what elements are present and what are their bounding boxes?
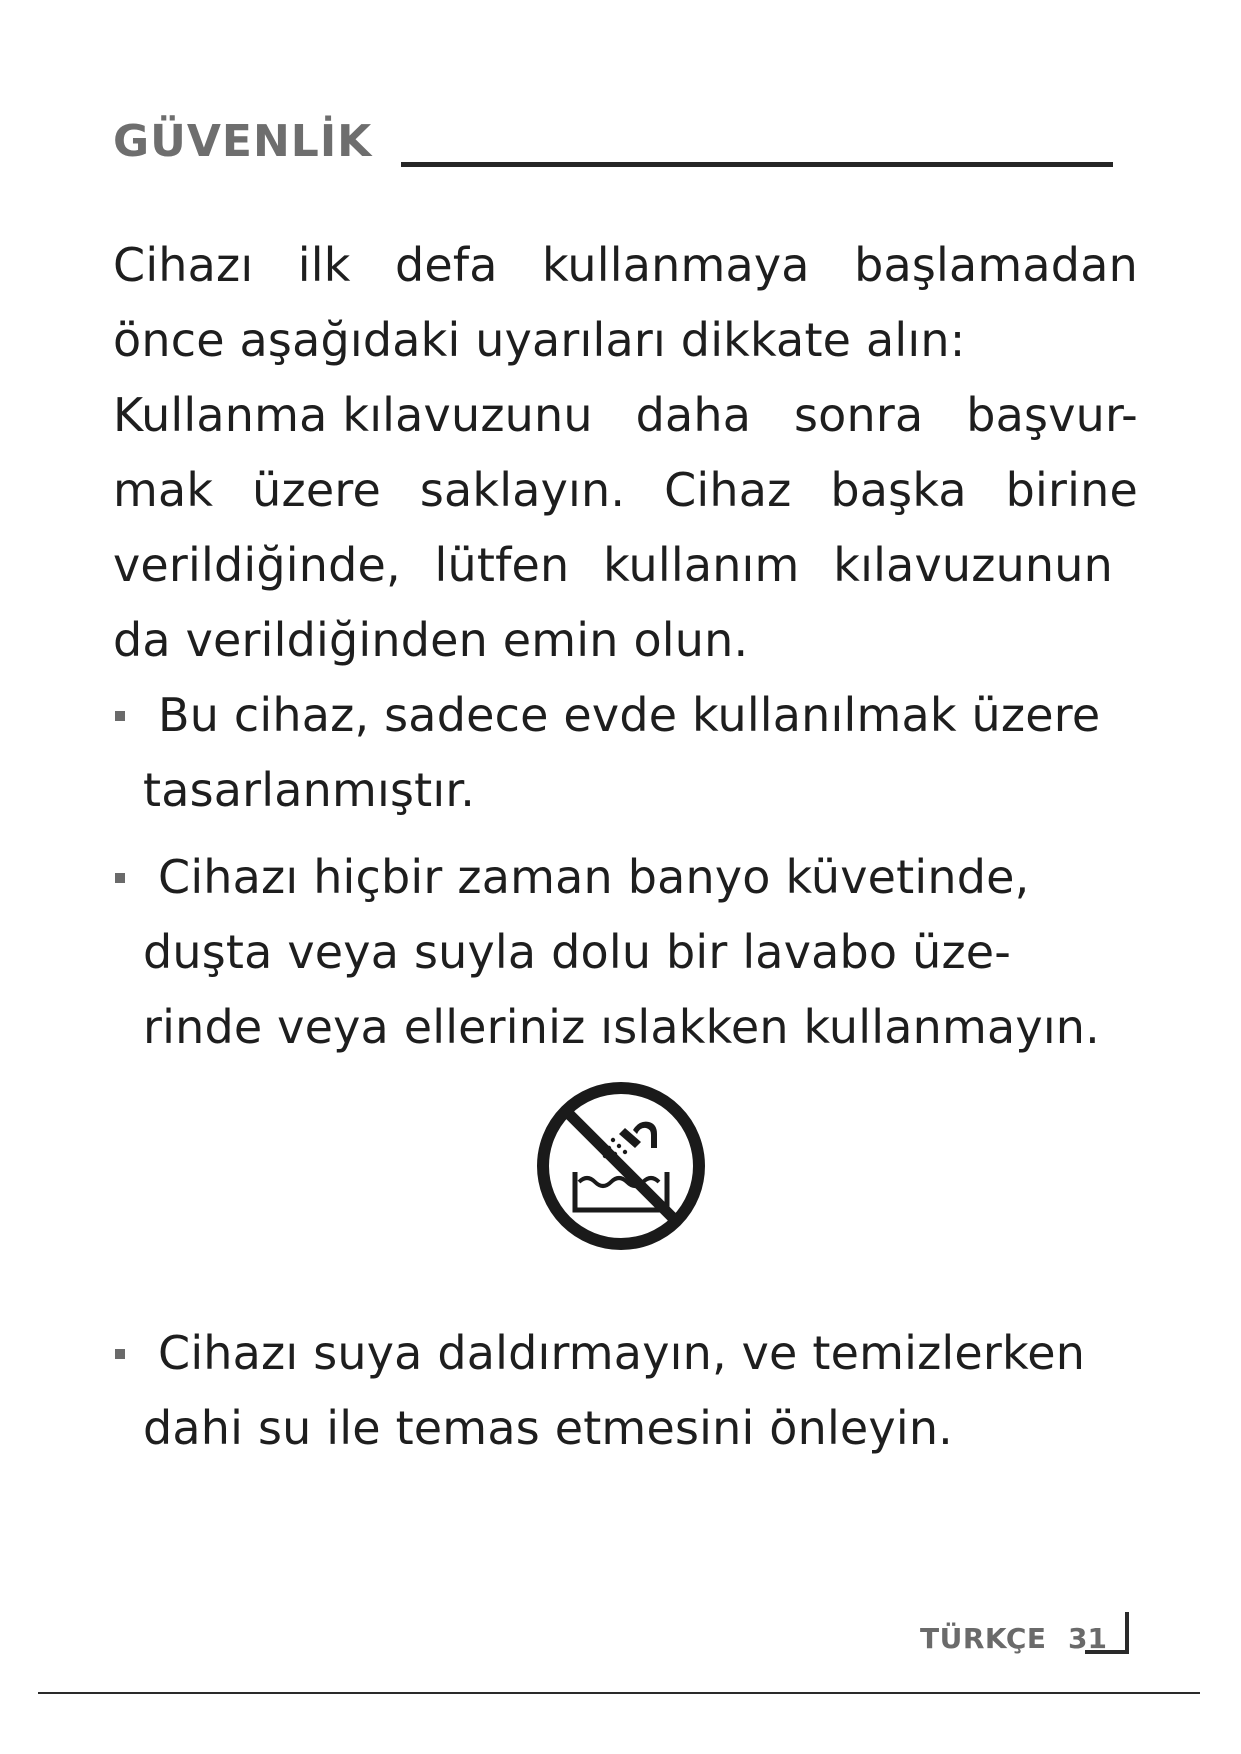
bullet-square-icon (115, 1349, 125, 1359)
bullet-line: rinde veya elleriniz ıslakken kullanmayın. (143, 1000, 1100, 1054)
bullet-text (143, 840, 1159, 1065)
word: daha (635, 388, 752, 442)
word: kullanmaya (542, 238, 810, 292)
bullet-line: Bu cihaz, sadece evde kullanılmak üzere (158, 688, 1101, 742)
word: suyla (413, 925, 537, 979)
word: hiçbir (313, 850, 443, 904)
intro-line (113, 378, 1138, 453)
footer-language: TÜRKÇE (920, 1622, 1047, 1655)
corner-mark (1085, 1612, 1129, 1654)
intro-line (113, 228, 1138, 303)
word: bir (666, 925, 728, 979)
word: Cihazı (158, 850, 299, 904)
word: verildiğinde, (113, 538, 401, 592)
section-title-rule (401, 162, 1113, 167)
word: üzere (252, 463, 381, 517)
word: lavabo (742, 925, 898, 979)
word: zaman (457, 850, 613, 904)
bullet-square-icon (115, 711, 125, 721)
bullet-line (143, 840, 1158, 915)
page-number: 31 (1068, 1622, 1107, 1655)
bottom-rule (38, 1692, 1200, 1694)
no-bath-shower-icon (533, 1078, 709, 1254)
word: saklayın. (419, 463, 626, 517)
bullet-text (143, 678, 1159, 828)
bullet-line (143, 915, 1158, 990)
word: kılavuzunun (833, 538, 1113, 592)
word: defa (394, 238, 498, 292)
intro-line (113, 453, 1138, 528)
word: üze- (912, 925, 1012, 979)
word: başka (830, 463, 967, 517)
word: veya (287, 925, 400, 979)
intro-paragraph (113, 228, 1153, 678)
intro-line: da verildiğinden emin olun. (113, 613, 749, 667)
bullet-square-icon (115, 873, 125, 883)
word: başlamadan (854, 238, 1138, 292)
word: Cihaz (664, 463, 792, 517)
bullet-line: Cihazı suya daldırmayın, ve temizlerken (158, 1326, 1086, 1380)
word: banyo (627, 850, 771, 904)
word: mak (113, 463, 214, 517)
word: Cihazı (113, 238, 254, 292)
section-header (113, 112, 1113, 172)
word: Kullanma kılavuzunu (113, 388, 593, 442)
intro-line: önce aşağıdaki uyarıları dikkate alın: (113, 313, 966, 367)
word: sonra (794, 388, 924, 442)
word: başvur- (966, 388, 1138, 442)
word: lütfen (434, 538, 570, 592)
word: birine (1005, 463, 1138, 517)
section-title: GÜVENLİK (113, 116, 373, 167)
word: duşta (143, 925, 273, 979)
word: küvetinde, (785, 850, 1030, 904)
bullet-line: dahi su ile temas etmesini önleyin. (143, 1401, 954, 1455)
word: kullanım (603, 538, 800, 592)
intro-line (113, 528, 1113, 603)
word: dolu (551, 925, 652, 979)
word: ilk (297, 238, 351, 292)
bullet-text (143, 1316, 1159, 1466)
bullet-line: tasarlanmıştır. (143, 763, 476, 817)
